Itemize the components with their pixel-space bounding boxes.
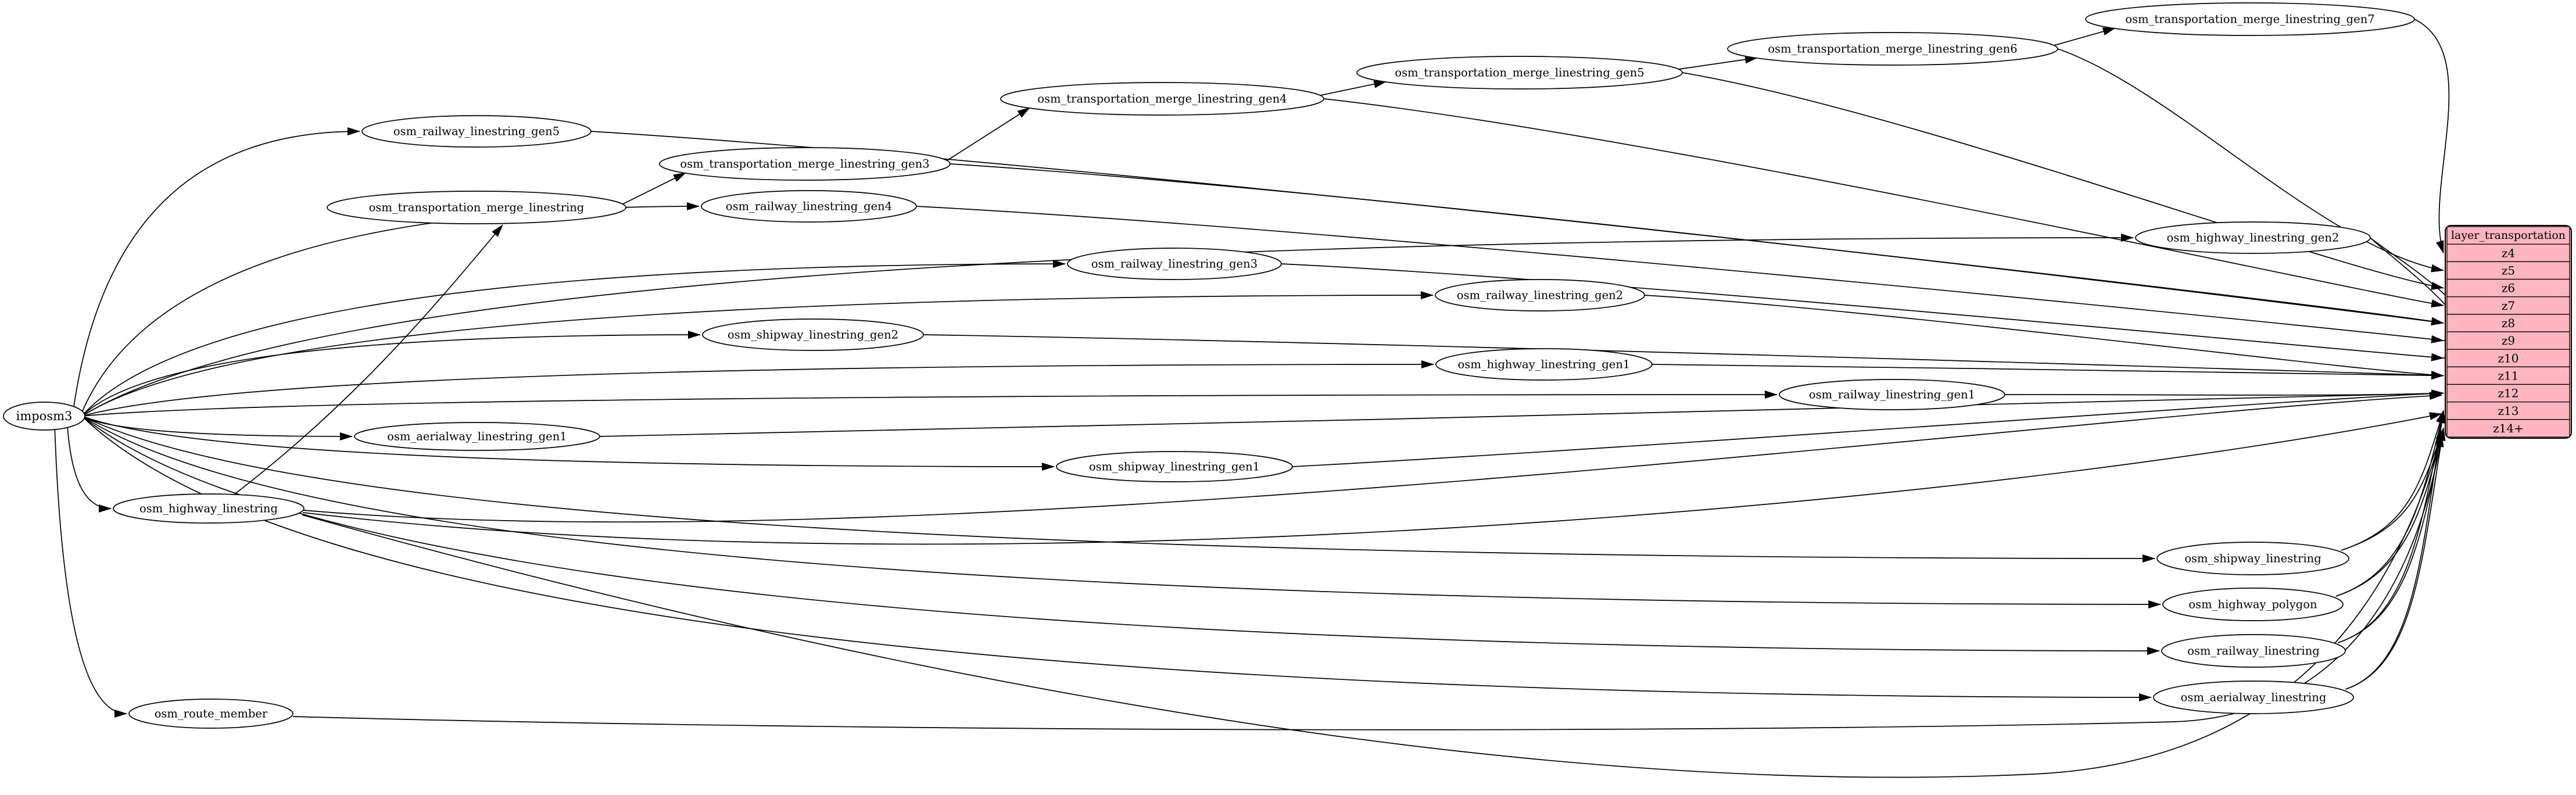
node-osm_railway_linestring_gen5 [362,116,591,147]
edge-osm_transportation_merge_linestring_gen4-to-z7 [1324,99,2444,306]
node-osm_highway_polygon [2163,588,2343,621]
edge-imposm3-to-osm_railway_linestring_gen4 [82,206,699,412]
nodes-layer [3,3,2414,728]
node-label: osm_transportation_merge_linestring_gen6 [1768,42,2018,56]
node-label: osm_railway_linestring_gen1 [1808,388,1976,402]
node-label: osm_highway_linestring_gen1 [1457,357,1631,371]
edge-osm_transportation_merge_linestring_gen5-to-osm_transportation_merge_linestring_gen6 [1679,58,1757,69]
node-label: osm_transportation_merge_linestring_gen4 [1037,92,1287,106]
node-label: imposm3 [16,409,73,423]
edge-osm_shipway_linestring_gen2-to-z11 [923,335,2444,375]
edge-imposm3-to-osm_route_member [55,429,127,714]
node-osm_shipway_linestring_gen2 [703,319,923,350]
edge-imposm3-to-osm_railway_linestring_gen5 [74,131,360,407]
node-osm_highway_linestring_gen1 [1436,349,1652,380]
node-osm_aerialway_linestring [2154,681,2353,714]
edge-osm_transportation_merge_linestring_gen5-to-z6 [1682,73,2444,288]
node-label: osm_highway_linestring_gen2 [2166,231,2339,245]
node-osm_shipway_linestring_gen1 [1056,452,1292,482]
edge-osm_transportation_merge_linestring_gen7-to-z4 [2414,19,2449,253]
node-osm_highway_linestring_gen2 [2136,222,2370,253]
table-row-label: z9 [2501,334,2516,348]
node-label: osm_shipway_linestring_gen2 [727,328,899,342]
edge-imposm3-to-osm_railway_linestring [84,418,2159,651]
node-label: osm_shipway_linestring [2184,552,2321,565]
edge-osm_transportation_merge_linestring_gen4-to-osm_transportation_merge_linestring_gen5 [1320,81,1386,95]
node-osm_highway_linestring [113,494,304,523]
table-row-label: z11 [2498,368,2519,383]
edge-osm_highway_linestring-to-z12 [303,395,2442,522]
node-osm_railway_linestring_gen4 [701,191,916,222]
node-label: osm_transportation_merge_linestring_gen5 [1395,66,1645,80]
table-row-label: z5 [2501,263,2516,278]
node-osm_shipway_linestring [2157,542,2349,575]
edge-osm_shipway_linestring-to-z13 [2341,411,2444,550]
node-osm_transportation_merge_linestring [327,191,626,224]
node-osm_railway_linestring_gen2 [1435,280,1645,311]
node-label: osm_highway_linestring [139,502,278,515]
edge-osm_aerialway_linestring_gen1-to-z12 [600,393,2444,436]
edge-osm_highway_polygon-to-z14+ [2336,428,2444,596]
node-label: osm_aerialway_linestring [2180,690,2327,704]
node-osm_transportation_merge_linestring_gen4 [1001,83,1324,115]
edge-osm_highway_linestring-to-osm_transportation_merge_linestring [232,225,503,496]
table-row-label: z14+ [2493,421,2524,435]
node-osm_railway_linestring_gen3 [1067,248,1281,280]
edge-osm_route_member-to-z14+ [293,435,2442,730]
node-imposm3 [3,402,85,430]
node-label: osm_transportation_merge_linestring_gen3 [680,157,930,171]
node-osm_railway_linestring_gen1 [1779,379,2005,410]
node-osm_aerialway_linestring_gen1 [354,422,600,450]
node-osm_railway_linestring [2162,635,2345,667]
edge-imposm3-to-osm_highway_linestring [67,427,111,508]
node-label: osm_highway_polygon [2188,597,2317,611]
edge-osm_railway_linestring_gen3-to-z10 [1281,264,2444,358]
node-osm_transportation_merge_linestring_gen6 [1728,33,2058,65]
node-osm_transportation_merge_linestring_gen3 [660,148,950,180]
layer-table [2445,225,2571,438]
table-row-label: z12 [2498,386,2519,400]
edge-osm_highway_linestring-to-z13 [303,414,2442,544]
edge-osm_aerialway_linestring-to-z13 [2345,411,2444,689]
table-row-label: z7 [2501,298,2516,313]
edge-osm_transportation_merge_linestring-to-osm_transportation_merge_linestring_gen3 [623,173,686,204]
node-osm_route_member [129,699,293,728]
table-row-label: z10 [2498,351,2519,366]
node-label: osm_shipway_linestring_gen1 [1088,460,1260,474]
node-osm_transportation_merge_linestring_gen5 [1357,56,1682,89]
table-row-label: z4 [2501,246,2516,260]
node-label: osm_transportation_merge_linestring_gen7 [2125,12,2375,26]
edge-imposm3-to-osm_railway_linestring_gen2 [84,295,1433,415]
node-label: osm_railway_linestring [2187,644,2320,658]
edge-imposm3-to-osm_highway_linestring_gen1 [84,364,1434,416]
node-osm_transportation_merge_linestring_gen7 [2086,3,2414,35]
table-row-label: z6 [2501,281,2516,295]
table-header: layer_transportation [2450,229,2566,242]
table-row-label: z8 [2501,316,2516,330]
node-label: osm_railway_linestring_gen5 [393,124,560,138]
node-label: osm_railway_linestring_gen2 [1456,288,1624,302]
table-row-label: z13 [2498,403,2519,418]
edge-osm_highway_linestring_gen1-to-z11 [1652,364,2444,375]
node-label: osm_railway_linestring_gen4 [725,199,893,213]
node-label: osm_aerialway_linestring_gen1 [387,429,567,443]
edge-osm_transportation_merge_linestring_gen3-to-osm_transportation_merge_linestring_gen4 [947,108,1030,160]
node-label: osm_railway_linestring_gen3 [1091,257,1258,271]
node-label: osm_route_member [154,707,268,721]
edge-osm_highway_linestring-to-z14+ [302,433,2442,777]
edge-osm_transportation_merge_linestring_gen6-to-osm_transportation_merge_linestring_gen7 [2054,28,2115,45]
node-label: osm_transportation_merge_linestring [368,200,585,214]
